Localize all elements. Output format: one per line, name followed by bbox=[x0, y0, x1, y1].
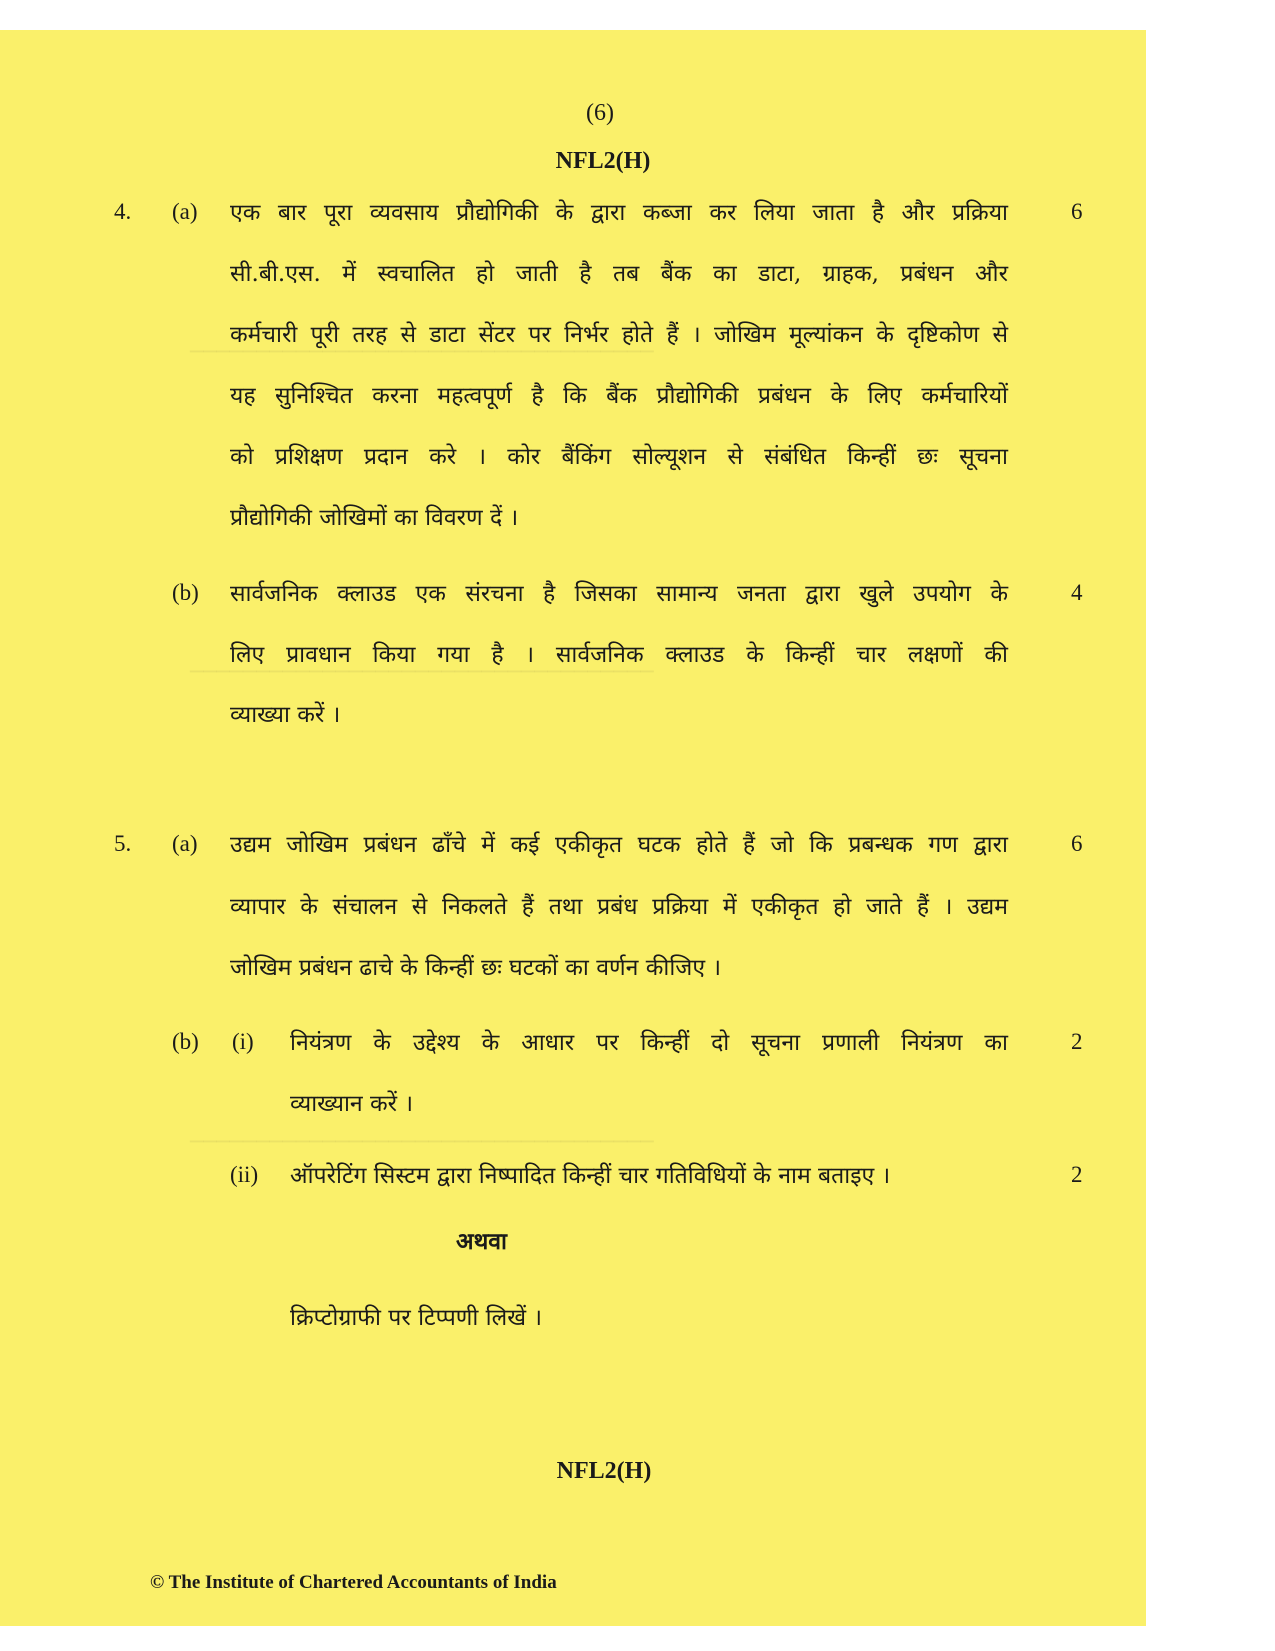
alternative-question-text: क्रिप्टोग्राफी पर टिप्पणी लिखें । bbox=[290, 1305, 543, 1331]
part-label: (b) bbox=[172, 580, 199, 605]
question-text-line: उद्यम जोखिम प्रबंधन ढाँचे में कई एकीकृत घटक होते हैं जो कि प्रबन्धक गण द्वारा bbox=[230, 832, 1008, 858]
part-label: (a) bbox=[172, 199, 198, 224]
question-text-line: प्रौद्योगिकी जोखिमों का विवरण दें । bbox=[230, 505, 519, 531]
paper-code-header: NFL2(H) bbox=[555, 148, 651, 174]
question-text-line: व्याख्या करें । bbox=[230, 702, 341, 728]
question-text-line: कर्मचारी पूरी तरह से डाटा सेंटर पर निर्भर होते हैं । जोखिम मूल्यांकन के दृष्टिकोण से bbox=[230, 322, 1008, 348]
question-text-line: व्याख्यान करें । bbox=[290, 1091, 414, 1117]
question-text-line: नियंत्रण के उद्देश्य के आधार पर किन्हीं दो सूचना प्रणाली नियंत्रण का bbox=[290, 1030, 1008, 1056]
subpart-label: (ii) bbox=[230, 1162, 259, 1187]
paper-code-footer: NFL2(H) bbox=[556, 1458, 652, 1484]
marks: 4 bbox=[1071, 580, 1083, 605]
question-text-line: को प्रशिक्षण प्रदान करे । कोर बैंकिंग सोल्यूशन से संबंधित किन्हीं छः सूचना bbox=[230, 444, 1008, 470]
question-text-line: सार्वजनिक क्लाउड एक संरचना है जिसका सामान्य जनता द्वारा खुले उपयोग के bbox=[230, 581, 1008, 607]
question-number: 4. bbox=[114, 199, 132, 224]
question-text-line: यह सुनिश्चित करना महत्वपूर्ण है कि बैंक प्रौद्योगिकी प्रबंधन के लिए कर्मचारियों bbox=[230, 383, 1008, 409]
part-label: (a) bbox=[172, 831, 198, 856]
copyright-notice: © The Institute of Chartered Accountants of India bbox=[150, 1572, 557, 1593]
question-text-line: ऑपरेटिंग सिस्टम द्वारा निष्पादित किन्हीं चार गतिविधियों के नाम बताइए । bbox=[290, 1163, 891, 1189]
question-number: 5. bbox=[114, 831, 132, 856]
alternative-label: अथवा bbox=[456, 1228, 508, 1255]
question-text-line: एक बार पूरा व्यवसाय प्रौद्योगिकी के द्वारा कब्जा कर लिया जाता है और प्रक्रिया bbox=[230, 200, 1008, 226]
question-text-line: जोखिम प्रबंधन ढाचे के किन्हीं छः घटकों का वर्णन कीजिए । bbox=[230, 955, 722, 981]
page-number: (6) bbox=[586, 100, 614, 126]
marks: 2 bbox=[1071, 1029, 1083, 1054]
question-text-line: व्यापार के संचालन से निकलते हैं तथा प्रबंध प्रक्रिया में एकीकृत हो जाते हैं । उद्यम bbox=[230, 894, 1008, 920]
marks: 6 bbox=[1071, 199, 1083, 224]
question-text-line: लिए प्रावधान किया गया है । सार्वजनिक क्लाउड के किन्हीं चार लक्षणों की bbox=[230, 642, 1008, 668]
question-text-line: सी.बी.एस. में स्वचालित हो जाती है तब बैंक का डाटा, ग्राहक, प्रबंधन और bbox=[230, 261, 1008, 287]
marks: 2 bbox=[1071, 1162, 1083, 1187]
part-label: (b) bbox=[172, 1029, 199, 1054]
subpart-label: (i) bbox=[232, 1029, 254, 1054]
marks: 6 bbox=[1071, 831, 1083, 856]
